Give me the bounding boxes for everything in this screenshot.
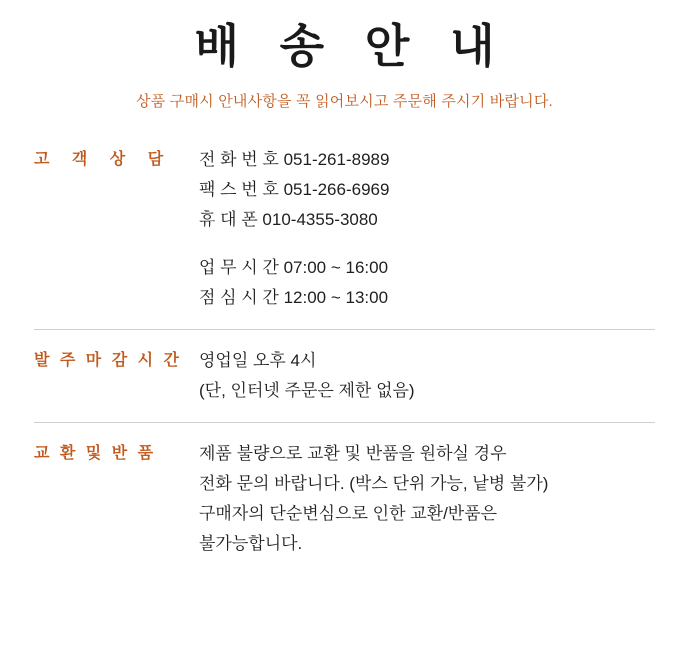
page-subtitle: 상품 구매시 안내사항을 꼭 읽어보시고 주문해 주시기 바랍니다. [136,92,553,110]
section-exchange-return [34,422,655,559]
info-line: 불가능합니다. [199,533,303,553]
info-sections [0,145,689,559]
info-line: (단, 인터넷 주문은 제한 없음) [199,380,415,400]
spacer [199,235,655,253]
section-order-deadline [34,329,655,422]
info-line: 업 무 시 간 07:00 ~ 16:00 [199,257,389,277]
info-line: 전화 문의 바랍니다. (박스 단위 가능, 낱병 불가) [199,473,549,493]
info-line: 제품 불량으로 교환 및 반품을 원하실 경우 [199,443,507,463]
info-line: 휴 대 폰 010-4355-3080 [199,209,378,229]
section-body [199,145,655,313]
shipping-info-page [0,18,689,656]
info-line: 점 심 시 간 12:00 ~ 13:00 [199,287,389,307]
info-line: 전 화 번 호 051-261-8989 [199,149,390,169]
section-body [199,346,655,406]
section-label: 고 객 상 담 [34,150,173,168]
page-title: 배 송 안 내 [194,20,509,72]
section-customer-support [34,145,655,329]
section-body [199,439,655,559]
info-line: 팩 스 번 호 051-266-6969 [199,179,390,199]
section-label: 발 주 마 감 시 간 [34,351,182,369]
section-label: 교 환 및 반 품 [34,444,157,462]
info-line: 구매자의 단순변심으로 인한 교환/반품은 [199,503,498,523]
info-line: 영업일 오후 4시 [199,350,317,370]
